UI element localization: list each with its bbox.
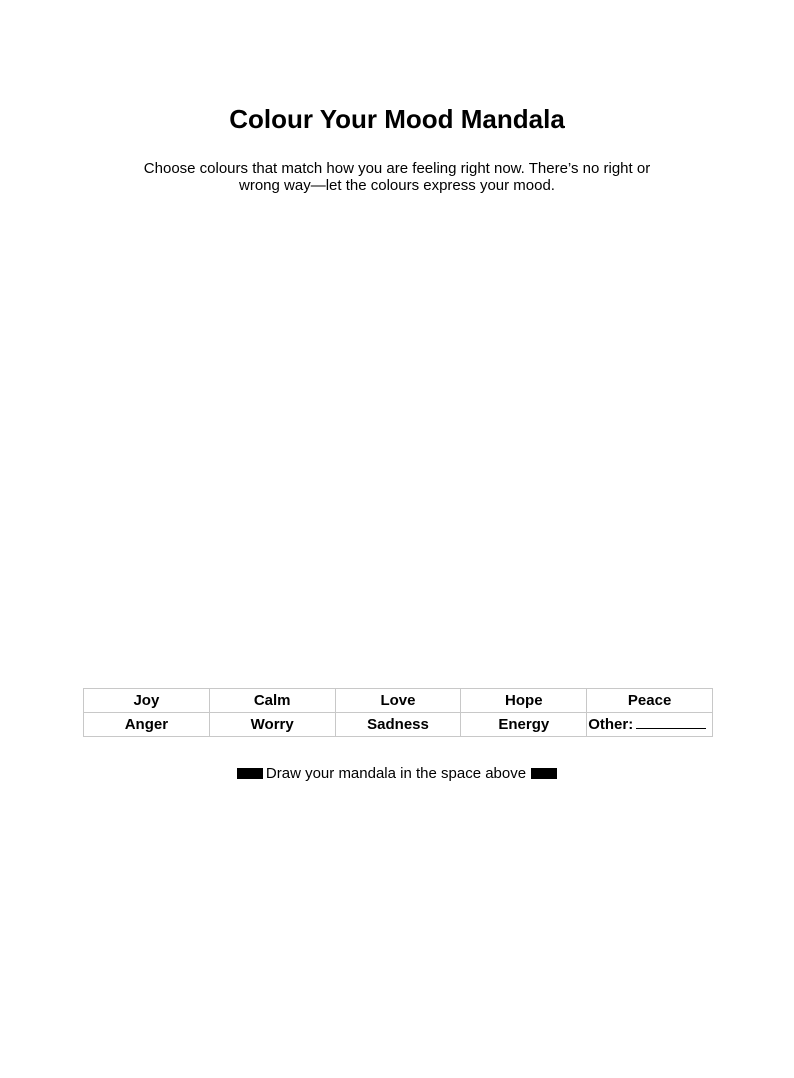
other-write-in-line[interactable] <box>636 714 706 729</box>
mood-cell-peace[interactable]: Peace <box>587 689 713 713</box>
mood-cell-other[interactable] <box>587 713 713 737</box>
mood-colour-key-table <box>83 688 713 737</box>
table-row <box>84 713 713 737</box>
mood-cell-calm[interactable]: Calm <box>209 689 335 713</box>
mood-cell-energy[interactable]: Energy <box>461 713 587 737</box>
table-row <box>84 689 713 713</box>
intro-text <box>117 160 677 194</box>
mood-cell-worry[interactable]: Worry <box>209 713 335 737</box>
intro-line-1: Choose colours that match how you are feeling right now. There’s no right or <box>143 160 651 177</box>
mood-cell-anger[interactable]: Anger <box>84 713 210 737</box>
mood-cell-hope[interactable]: Hope <box>461 689 587 713</box>
redaction-bar-icon <box>531 768 557 779</box>
page-title: Colour Your Mood Mandala <box>229 104 565 134</box>
mood-cell-sadness[interactable]: Sadness <box>335 713 461 737</box>
other-label: Other: <box>588 716 634 733</box>
intro-line-2: wrong way—let the colours express your mood. <box>239 177 555 194</box>
redaction-bar-icon <box>237 768 263 779</box>
mandala-drawing-area[interactable] <box>83 215 711 675</box>
drawing-caption <box>0 764 794 784</box>
caption-text: Draw your mandala in the space above <box>265 765 527 782</box>
mood-cell-joy[interactable]: Joy <box>84 689 210 713</box>
mood-cell-love[interactable]: Love <box>335 689 461 713</box>
